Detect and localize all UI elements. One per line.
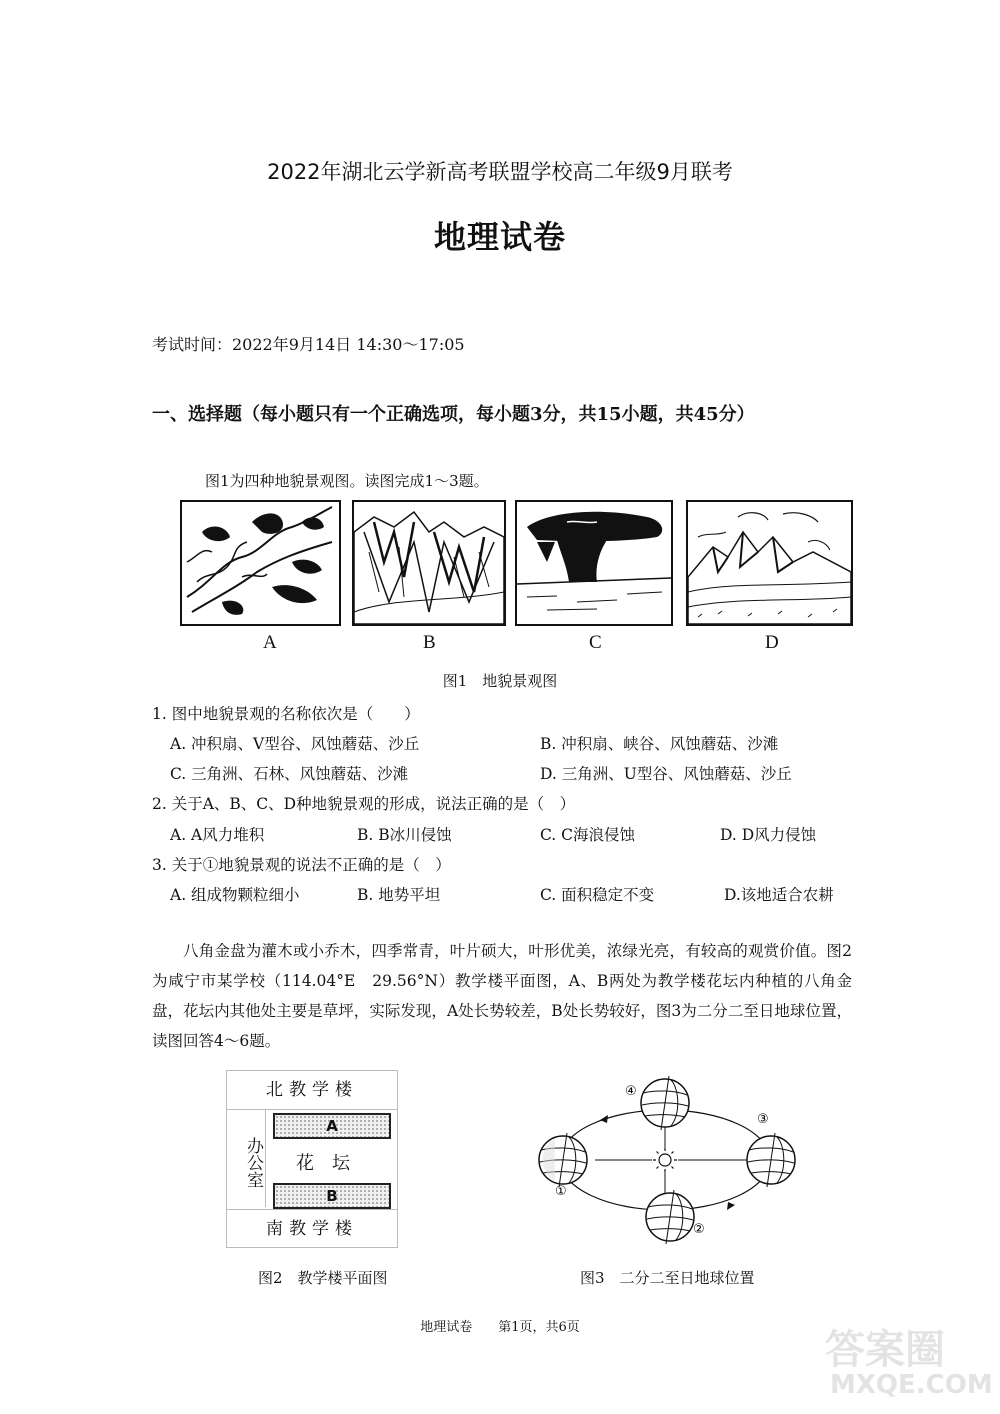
landform-label-b: B: [423, 632, 436, 653]
orbit-marker-4: ④: [625, 1084, 637, 1099]
orbit-marker-2: ②: [693, 1222, 705, 1237]
exam-time: 考试时间：2022年9月14日 14:30～17:05: [152, 335, 465, 354]
question-3-option-b: B. 地势平坦: [357, 886, 441, 904]
question-3-stem: 3. 关于①地貌景观的说法不正确的是（ ）: [152, 856, 451, 874]
north-building: 北教学楼: [227, 1071, 397, 1110]
question-2-stem: 2. 关于A、B、C、D种地貌景观的形成，说法正确的是（ ）: [152, 795, 576, 813]
landform-image-d: [686, 500, 853, 626]
landform-label-a: A: [263, 632, 277, 653]
question-1-stem: 1. 图中地貌景观的名称依次是（ ）: [152, 705, 420, 723]
figure2-caption: 图2 教学楼平面图: [258, 1269, 388, 1287]
orbit-marker-3: ③: [757, 1112, 769, 1127]
question-3-option-d: D.该地适合农耕: [724, 886, 834, 904]
question-1-option-a: A. 冲积扇、V型谷、风蚀蘑菇、沙丘: [170, 735, 420, 753]
office-label: 办公室: [243, 1136, 263, 1188]
landform-image-c: [515, 500, 673, 626]
figure1-intro: 图1为四种地貌景观图。读图完成1～3题。: [205, 472, 489, 490]
question-3-option-a: A. 组成物颗粒细小: [170, 886, 300, 904]
earth-icon-4: [641, 1076, 689, 1130]
sun-icon: [653, 1148, 677, 1172]
subject-title: 地理试卷: [433, 218, 566, 256]
watermark-logo: 答案圈: [825, 1327, 945, 1373]
figure3-caption: 图3 二分二至日地球位置: [580, 1269, 755, 1287]
question-1-option-b: B. 冲积扇、峡谷、风蚀蘑菇、沙滩: [540, 735, 779, 753]
question-3-option-c: C. 面积稳定不变: [540, 886, 655, 904]
flower-bed-b: B: [273, 1183, 391, 1209]
earth-icon-3: [747, 1133, 795, 1187]
garden-label: 花坛: [296, 1153, 368, 1174]
question-2-option-b: B. B冰川侵蚀: [357, 826, 452, 844]
question-1-option-d: D. 三角洲、U型谷、风蚀蘑菇、沙丘: [540, 765, 792, 783]
exam-title: 2022年湖北云学新高考联盟学校高二年级9月联考: [267, 160, 733, 184]
orbit-marker-1: ①: [555, 1184, 567, 1199]
landform-image-b: [352, 500, 506, 626]
earth-icon-2: [646, 1190, 694, 1244]
office-block: [227, 1110, 266, 1207]
passage-text: 八角金盘为灌木或小乔木，四季常青，叶片硕大，叶形优美，浓绿光亮，有较高的观赏价值。图2为咸宁市某学校（114.04°E 29.56°N）教学楼平面图，A、B两处为教学楼花坛内种植的八角金盘，花坛内其他处主要是草坪，实际发现，A处长势较差，B处长势较好，图3为二分二至日地球位置，读图回答4～6题。: [152, 942, 852, 1050]
building-plan: [226, 1070, 398, 1248]
landform-label-c: C: [589, 632, 602, 653]
earth-icon-1: [539, 1133, 587, 1187]
question-1-option-c: C. 三角洲、石林、风蚀蘑菇、沙滩: [170, 765, 409, 783]
section-heading: 一、选择题（每小题只有一个正确选项，每小题3分，共15小题，共45分）: [152, 404, 755, 425]
figure1-caption: 图1 地貌景观图: [442, 672, 558, 690]
flower-bed-a: A: [273, 1113, 391, 1139]
page-footer: 地理试卷 第1页，共6页: [420, 1320, 580, 1335]
question-2-option-d: D. D风力侵蚀: [720, 826, 817, 844]
orbit-diagram: [525, 1065, 805, 1265]
landform-image-a: [180, 500, 341, 626]
question-2-option-a: A. A风力堆积: [170, 826, 265, 844]
landform-label-d: D: [765, 632, 779, 653]
watermark-url: MXQE.COM: [830, 1370, 993, 1400]
south-building: 南教学楼: [227, 1209, 397, 1248]
question-2-option-c: C. C海浪侵蚀: [540, 826, 636, 844]
